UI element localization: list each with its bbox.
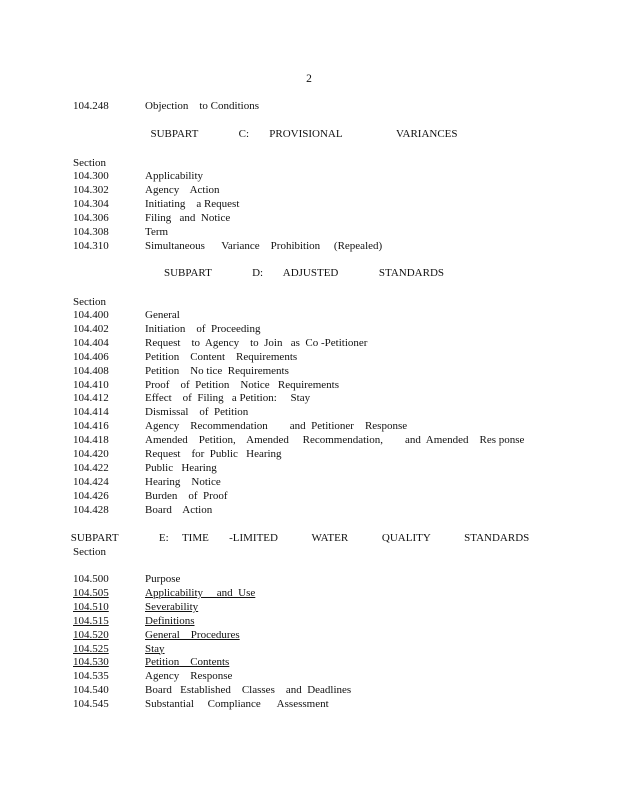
section-title: Severability [145,600,199,613]
section-title: Board Established Classes and Deadlines [145,684,352,697]
section-number: 104.422 [73,461,109,474]
section-number: 104.540 [73,684,109,697]
section-title: Initiating a Request [145,197,240,210]
section-number: 104.525 [73,642,109,655]
section-title: Substantial Compliance Assessment [145,698,329,711]
section-title: Petition Content Requirements [145,350,298,363]
section-title: Applicability [145,170,204,182]
section-number: 104.420 [73,448,109,460]
section-number: 104.412 [73,392,109,405]
section-title: General Procedures [145,628,240,641]
section-title: Agency Action [145,183,220,196]
section-number: 104.545 [73,698,109,711]
section-title: Objection to Conditions [145,100,259,112]
section-title: Petition No tice Requirements [145,364,289,377]
section-number: 104.400 [73,309,109,321]
section-title: Request for Public Hearing [145,448,282,460]
section-number: 104.535 [73,670,109,683]
section-number: 104.510 [73,600,109,613]
section-number: 104.248 [73,100,109,112]
section-title: Purpose [145,573,181,585]
section-title: Dismissal of Petition [145,406,249,419]
section-title: General [145,309,180,321]
section-title: Public Hearing [145,461,217,474]
section-number: 104.416 [73,420,109,433]
subpart-d-heading: SUBPART D: ADJUSTED STANDARDS [163,267,445,279]
section-title: Agency Recommendation and Petitioner Response [145,420,408,433]
section-number: 104.300 [73,170,109,182]
section-title: Request to Agency to Join as Co -Petitioner [145,336,368,349]
section-number: 104.500 [73,573,109,585]
section-title: Petition Contents [145,656,230,669]
section-title: Proof of Petition Notice Requirements [145,378,339,391]
section-number: 104.520 [73,628,109,641]
section-number: 104.404 [73,336,109,349]
section-title: Stay [145,642,165,655]
section-title: Amended Petition, Amended Recommendation, and Amended Res ponse [145,434,525,447]
section-label: Section [73,296,106,308]
section-label: Section [73,157,106,169]
section-number: 104.308 [73,225,109,238]
section-title: Effect of Filing a Petition: Stay [145,392,311,405]
section-title: Simultaneous Variance Prohibition (Repealed) [145,239,383,252]
section-number: 104.410 [73,378,109,391]
section-title: Term [145,225,169,238]
section-number: 104.304 [73,197,109,210]
section-title: Board Action [145,503,213,516]
subpart-e-heading: SUBPART E: TIME -LIMITED WATER QUALITY STANDARDS [70,532,530,544]
section-title: Initiation of Proceeding [145,322,261,335]
section-number: 104.418 [73,434,109,447]
section-number: 104.426 [73,489,109,502]
section-number: 104.402 [73,322,109,335]
section-number: 104.406 [73,350,109,363]
section-number: 104.306 [73,211,109,224]
section-title: Agency Response [145,670,233,683]
section-number: 104.428 [73,503,109,516]
section-label: Section [73,546,106,558]
section-number: 104.424 [73,475,109,488]
section-title: Applicability and Use [145,586,256,599]
section-number: 104.530 [73,656,109,669]
section-title: Burden of Proof [145,489,228,502]
section-number: 104.414 [73,406,109,419]
section-title: Definitions [145,614,195,627]
section-number: 104.505 [73,586,109,599]
section-number: 104.408 [73,364,109,377]
subpart-c-heading: SUBPART C: PROVISIONAL VARIANCES [150,128,458,140]
page-number: 2 [306,73,312,85]
section-number: 104.302 [73,183,109,196]
section-title: Hearing Notice [145,475,221,488]
section-number: 104.310 [73,239,109,252]
section-number: 104.515 [73,614,109,627]
section-title: Filing and Notice [145,211,231,224]
